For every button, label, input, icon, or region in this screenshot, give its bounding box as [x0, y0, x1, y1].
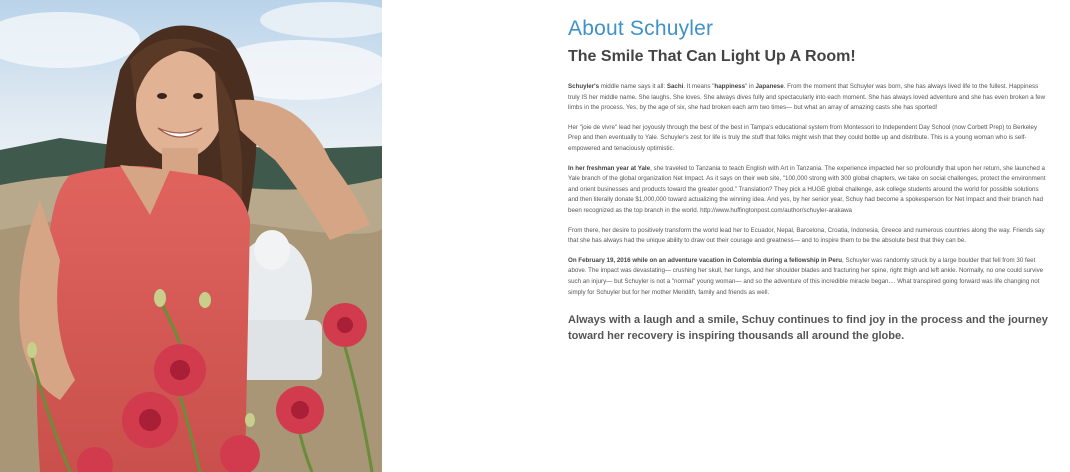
paragraph-lead: Schuyler's [568, 83, 600, 90]
paragraph-text: " in [745, 83, 756, 90]
paragraph-travels: From there, her desire to positively transform the world lead her to Ecuador, Nepal, Barcelona, Croatia, Indonesia, Greece and numerous countries along the way. Friends say that she has always had the unique ability to draw out their courage and greatness— and to inspire them to be the absolute best that they can be. [568, 226, 1045, 245]
paragraph-text: middle name says it all: [599, 83, 667, 90]
portrait-photo [0, 0, 382, 472]
paragraph-intro [568, 82, 1048, 114]
paragraph-lead: In her freshman year at Yale [568, 164, 651, 172]
portrait-photo-icon [0, 0, 382, 472]
paragraph-bold: Japanese [755, 83, 784, 90]
about-article [568, 16, 1048, 344]
paragraph-education: Her "joie de vivre" lead her joyously through the best of the best in Tampa's educational system from Montessori to Independent Day School (now Corbett Prep) to Berkeley Prep and then eventually to Yale. Schuyler's zest for life is truly the stuff that folks might wish that they could bottle up and distribute. This is a young woman who is self-empowered and tenaciously optimistic. [568, 123, 1038, 152]
closing-statement: Always with a laugh and a smile, Schuy continues to find joy in the process and the journey toward her recovery is inspiring thousands all around the globe. [568, 314, 1048, 343]
paragraph-text: . It means " [683, 83, 715, 90]
paragraph-accident [568, 256, 1048, 298]
page-subtitle: The Smile That Can Light Up A Room! [568, 48, 856, 65]
paragraph-yale [568, 164, 1048, 217]
paragraph-text: , she traveled to Tanzania to teach English with Art in Tanzania. The experience impacted her so profoundly that upon her return, she launched a Yale branch of the global organization Net Impact. As it says on their web site, "100,000 strong with 300 global chapters, we take on social challenges, protect the environment and orient businesses and products toward the greater good." Translation? They pick a HUGE global challenge, ask college students around the world for possible solutions and then literally donate $1,000,000 toward actualizing the winning idea. And yes, by her senior year, Schuy had become a spokesperson for Net Impact and their branch had been recognized as the top branch in the world. http://www.huffingtonpost.com/author/schuyler-arakawa [568, 164, 1046, 214]
page-title: About Schuyler [568, 17, 714, 40]
paragraph-bold: Sachi [666, 83, 684, 90]
paragraph-text: . From the moment that Schuyler was born, she has always lived life to the fullest. Happiness truly IS her middle name. She laughs. She loves. She always dives fully and spectacularly into each moment. She has always loved adventure and she has even broken a few limbs in the process. Yes, by the age of six, she had broken each arm two times— but what an array of amazing casts she has sported! [568, 83, 1046, 112]
paragraph-text: , Schuyler was randomly struck by a large boulder that fell from 30 feet above. The impact was devastating— crushing her skull, her lungs, and her shoulder blades and fracturing her spine, right thigh and left ankle. Normally, no one could survive such an injury— but Schuyler is not a "normal" young woman— and so the adventure of this incredible miracle began.... What transpired going forward was life changing not simply for Schuyler but for her mother Meridith, family and friends as well. [568, 256, 1044, 296]
paragraph-bold: happiness [714, 83, 746, 90]
paragraph-lead: On February 19, 2016 while on an adventure vacation in Colombia during a fellowship in Peru [568, 256, 843, 264]
